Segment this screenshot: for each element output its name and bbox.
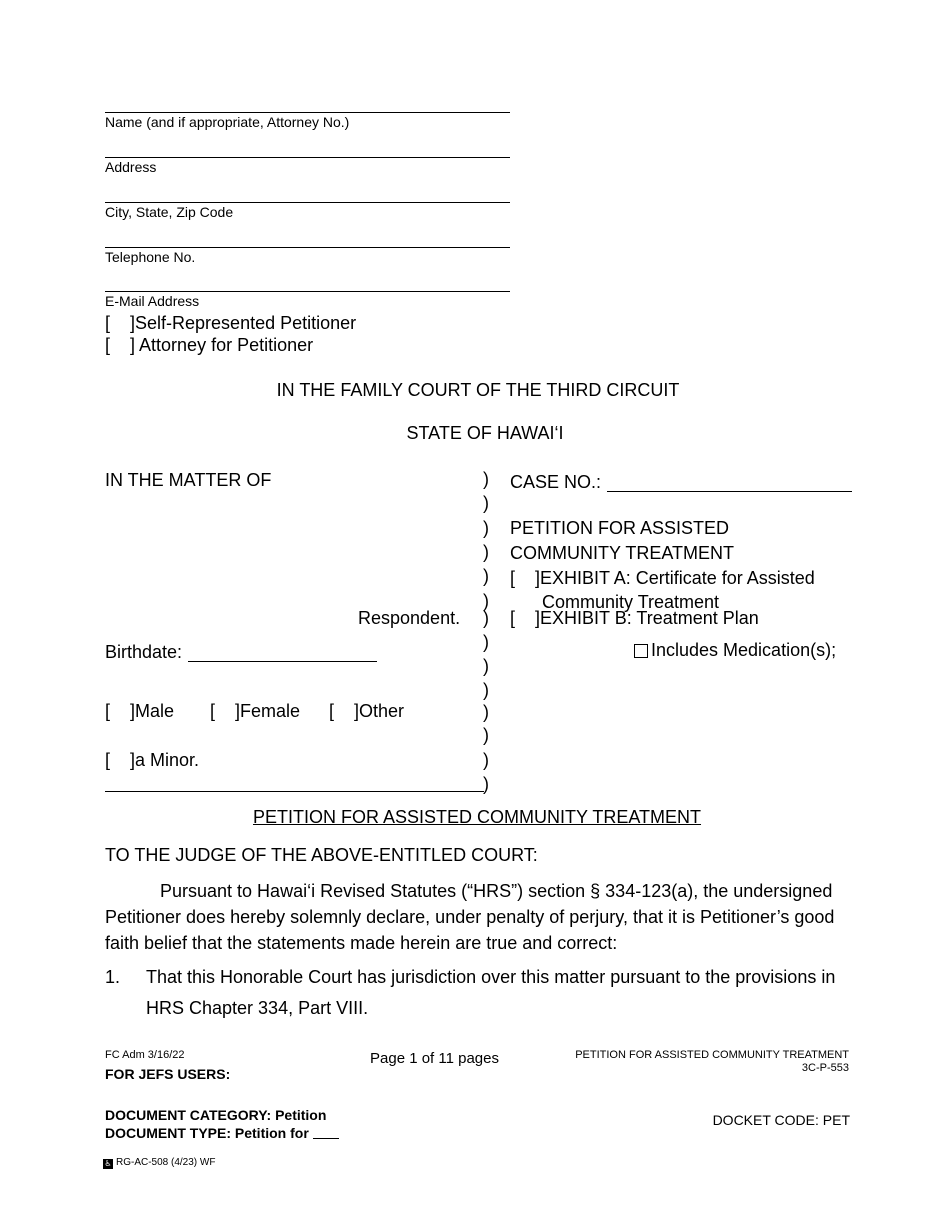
document-type-blank[interactable] <box>313 1126 339 1139</box>
gender-male-option[interactable] <box>105 701 174 722</box>
option-label: Attorney for Petitioner <box>139 335 314 355</box>
caption-paren: ) <box>483 493 489 513</box>
item-text: That this Honorable Court has jurisdiction over this matter pursuant to the provisions in HRS Chapter 334, Part VIII. <box>146 967 836 1018</box>
case-no-label: CASE NO.: <box>510 472 602 492</box>
medication-option[interactable] <box>634 640 836 661</box>
checkbox-bracket[interactable]: [ ] <box>210 701 241 721</box>
caption-paren: ) <box>483 680 489 700</box>
salutation: TO THE JUDGE OF THE ABOVE-ENTITLED COURT: <box>105 845 538 865</box>
caption-paren: ) <box>483 725 489 745</box>
email-field-line[interactable] <box>105 291 510 292</box>
caption-paren: ) <box>483 566 489 586</box>
checkbox-bracket[interactable]: [ ] <box>105 313 136 333</box>
option-label: Other <box>359 701 405 721</box>
exhibit-a-option[interactable] <box>510 568 815 589</box>
docket-code: DOCKET CODE: PET <box>712 1112 850 1128</box>
petition-title-line2: COMMUNITY TREATMENT <box>510 543 734 563</box>
caption-paren: ) <box>483 469 489 489</box>
exhibit-a-label-line2: Community Treatment <box>542 592 720 612</box>
form-id: FC Adm 3/16/22 <box>105 1049 185 1061</box>
telephone-field-line[interactable] <box>105 247 510 248</box>
medication-checkbox[interactable] <box>634 644 648 658</box>
checkbox-bracket[interactable]: [ ] <box>105 701 136 721</box>
checkbox-bracket[interactable]: [ ] <box>510 568 541 588</box>
document-category: DOCUMENT CATEGORY: Petition <box>105 1107 327 1123</box>
caption-bottom-line <box>105 791 484 792</box>
option-label: Includes Medication(s); <box>651 640 837 660</box>
attorney-option[interactable] <box>105 335 313 356</box>
intro-paragraph: Pursuant to Hawai‘i Revised Statutes (“HRS”) section § 334-123(a), the undersigned Petitioner does hereby solemnly declare, under penalty of perjury, that it is Petitioner’s good faith belief that the statements made herein are true and correct: <box>105 881 835 953</box>
caption-paren: ) <box>483 542 489 562</box>
caption-paren: ) <box>483 656 489 676</box>
document-type <box>105 1125 339 1141</box>
self-represented-option[interactable] <box>105 313 356 334</box>
respondent-label: Respondent. <box>358 608 461 628</box>
court-name: IN THE FAMILY COURT OF THE THIRD CIRCUIT <box>276 380 680 400</box>
name-field-label: Name (and if appropriate, Attorney No.) <box>105 114 350 130</box>
gender-female-option[interactable] <box>210 701 300 722</box>
page-number: Page 1 of 11 pages <box>370 1050 499 1067</box>
option-label: EXHIBIT B: Treatment Plan <box>540 608 759 628</box>
checkbox-bracket[interactable]: [ ] <box>510 608 541 628</box>
caption-paren: ) <box>483 702 489 722</box>
jefs-users: FOR JEFS USERS: <box>105 1066 231 1082</box>
birthdate-label: Birthdate: <box>105 642 183 662</box>
accessibility-icon: ♿ <box>104 1159 112 1168</box>
document-type-label: DOCUMENT TYPE: Petition for <box>105 1125 309 1141</box>
city-state-zip-field-line[interactable] <box>105 202 510 203</box>
caption-paren: ) <box>483 750 489 770</box>
matter-label: IN THE MATTER OF <box>105 470 272 490</box>
gender-other-option[interactable] <box>329 701 404 722</box>
telephone-field-label: Telephone No. <box>105 249 196 265</box>
option-label: a Minor. <box>135 750 200 770</box>
option-label: EXHIBIT A: Certificate for Assisted <box>540 568 815 588</box>
caption-paren: ) <box>483 591 489 611</box>
checkbox-bracket[interactable]: [ ] <box>105 750 136 770</box>
caption-paren: ) <box>483 774 489 794</box>
caption-paren: ) <box>483 632 489 652</box>
petition-heading: PETITION FOR ASSISTED COMMUNITY TREATMENT <box>252 807 702 827</box>
revision-label: RG-AC-508 (4/23) WF <box>116 1157 216 1168</box>
revision-code <box>103 1157 215 1169</box>
option-label: Female <box>240 701 301 721</box>
email-field-label: E-Mail Address <box>105 293 200 309</box>
checkbox-bracket[interactable]: [ ] <box>105 335 136 355</box>
checkbox-bracket[interactable]: [ ] <box>329 701 360 721</box>
caption-paren: ) <box>483 608 489 628</box>
exhibit-b-option[interactable] <box>510 608 759 629</box>
option-label: Self-Represented Petitioner <box>135 313 357 333</box>
name-field-line[interactable] <box>105 112 510 113</box>
caption-paren: ) <box>483 518 489 538</box>
birthdate-field-line[interactable] <box>188 661 377 662</box>
form-code: 3C-P-553 <box>801 1062 849 1074</box>
option-label: Male <box>135 701 175 721</box>
form-title: PETITION FOR ASSISTED COMMUNITY TREATMENT <box>575 1049 849 1061</box>
address-field-label: Address <box>105 159 157 175</box>
minor-option[interactable] <box>105 750 199 771</box>
case-no-field-line[interactable] <box>607 491 852 492</box>
petition-title-line1: PETITION FOR ASSISTED <box>510 518 730 538</box>
address-field-line[interactable] <box>105 157 510 158</box>
city-state-zip-field-label: City, State, Zip Code <box>105 204 234 220</box>
court-state: STATE OF HAWAI‘I <box>406 423 564 443</box>
item-number: 1. <box>105 967 121 987</box>
